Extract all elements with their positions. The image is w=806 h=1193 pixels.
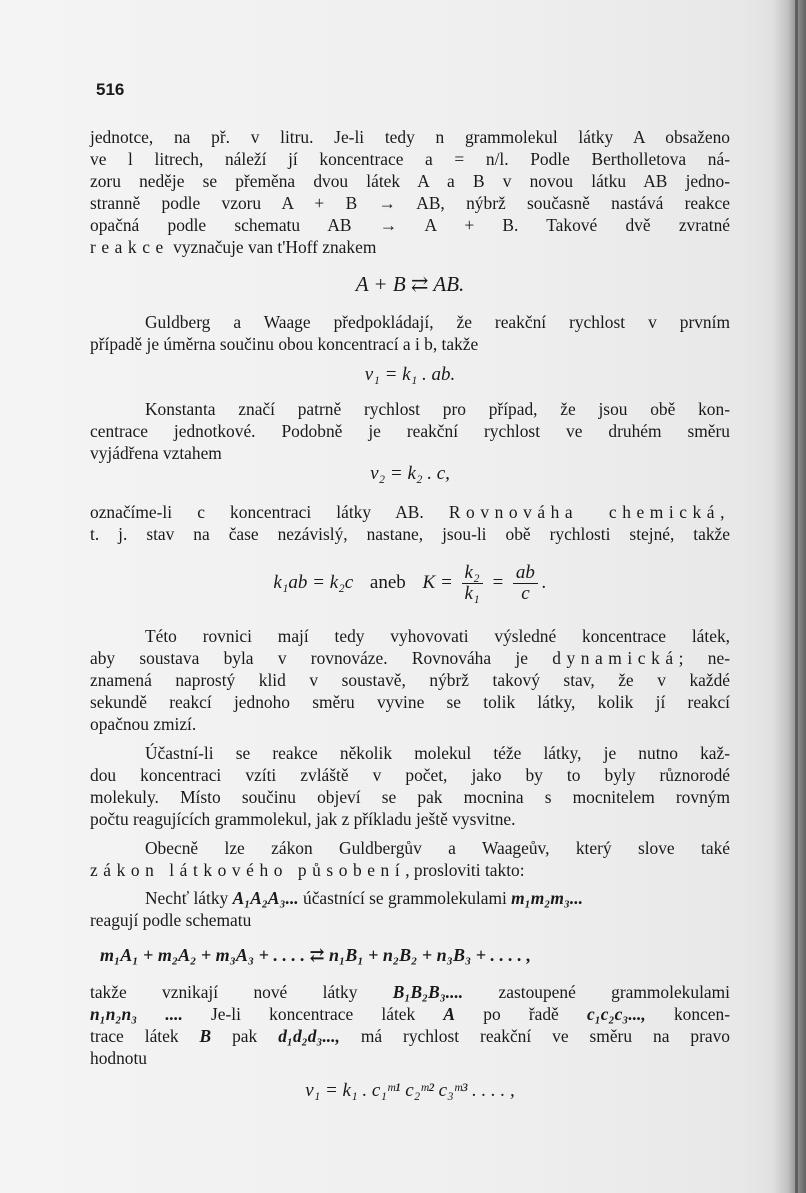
text-line — [90, 502, 730, 522]
text-line: Účastní-li se reakce několik molekul téže látky, je nutno kaž- — [145, 743, 730, 763]
text-line: reagují podle schematu — [90, 910, 252, 930]
text-line: případě je úměrna součinu obou koncentrací a i b, takže — [90, 334, 479, 354]
text-line: sekundě reakcí jednoho směru vyvine se tolik látky, kolik jí reakcí — [90, 692, 730, 712]
text-line: zákon látkového působení, prosloviti takto: — [90, 860, 525, 880]
spaced-term: Rovnováha chemická, — [448, 502, 730, 522]
eq-k: K = — [422, 571, 453, 593]
text-line: opačnou zmizí. — [90, 714, 197, 734]
spaced-term: reakce — [90, 237, 169, 257]
text-line: trace látek B pak d₁d₂d₃..., má rychlost reakční ve směru na pravo — [90, 1026, 730, 1046]
text-line: počtu reagujících grammolekul, jak z příkladu ještě vysvitne. — [90, 809, 516, 829]
text-line: Nechť látky A₁A₂A₃... účastnící se grammolekulami m₁m₂m₃... — [145, 888, 583, 908]
text-line: znamená naprostý klid v soustavě, nýbrž takový stav, že v každé — [90, 670, 730, 690]
text-line: Této rovnici mají tedy vyhovovati výsledné koncentrace látek, — [145, 626, 730, 646]
fraction-ab: $\frac{ab}{c}$ — [513, 563, 538, 604]
text-line: n₁n₂n₃ .... Je-li koncentrace látek A po řadě c₁c₂c₃..., koncen- — [90, 1004, 730, 1024]
equation-general-rate: v₁ = k₁ . c₁ᵐ¹ c₂ᵐ² c₃ᵐ³ . . . . , — [305, 1080, 515, 1101]
equation-general-reaction: m₁A₁ + m₂A₂ + m₃A₃ + . . . . ⇄ n₁B₁ + n₂B₂ + n₃B₃ + . . . . , — [100, 945, 531, 965]
equation-equilibrium: A + B ⇄ AB. — [355, 272, 465, 296]
text-fragment: označíme-li c koncentraci látky AB. — [90, 502, 424, 522]
page-edge-line — [795, 0, 798, 1193]
text-line: jednotce, na př. v litru. Je-li tedy n grammolekul látky A obsaženo — [90, 127, 730, 147]
equation-equilibrium-constant: k₁ab = k₂c aneb K = $\frac{\text{k₂}}{\text{k₁}}$ = $\frac{ab}{c}$ . — [273, 562, 547, 604]
text-line: zoru neděje se přeměna dvou látek A a B v novou látku AB jedno- — [90, 171, 730, 191]
text-line: dou koncentraci vzíti zvláště v počet, jako by to byly různorodé — [90, 765, 730, 785]
equation-rate-2: v₂ = k₂ . c, — [370, 463, 450, 484]
text-line: takže vznikají nové látky B₁B₂B₃.... zastoupené grammolekulami — [90, 982, 730, 1002]
page-edge-shadow — [772, 0, 806, 1193]
text-line: Konstanta značí patrně rychlost pro případ, že jsou obě kon- — [145, 399, 730, 419]
text-line: ve l litrech, náleží jí koncentrace a = n/l. Podle Bertholletova ná- — [90, 149, 730, 169]
spaced-term: zákon látkového působení — [90, 860, 406, 880]
text-line: Guldberg a Waage předpokládají, že reakční rychlost v prvním — [145, 312, 730, 332]
text-line: stranně podle vzoru A + B → AB, nýbrž současně nastává reakce — [90, 193, 730, 213]
eq-word: aneb — [369, 571, 406, 593]
fraction-k: $\frac{\text{k₂}}{\text{k₁}}$ — [462, 563, 483, 604]
eq-left: k₁ab = k₂c — [273, 571, 354, 593]
text-line: Obecně lze zákon Guldbergův a Waageův, který slove také — [145, 838, 730, 858]
eq-sign: = — [491, 571, 505, 593]
page-number: 516 — [96, 80, 125, 99]
text-line: centrace jednotkové. Podobně je reakční rychlost ve druhém směru — [90, 421, 730, 441]
text-line: aby soustava byla v rovnováze. Rovnováha je dynamická; ne- — [90, 648, 730, 668]
text-line: hodnotu — [90, 1048, 148, 1068]
text-line: molekuly. Místo součinu objeví se pak mocnina s mocnitelem rovným — [90, 787, 730, 807]
text-line: t. j. stav na čase nezávislý, nastane, jsou-li obě rychlosti stejné, takže — [90, 524, 730, 544]
text-line — [90, 237, 730, 257]
text-fragment: vyznačuje van t'Hoff znakem — [173, 237, 377, 257]
equation-rate-1: v₁ = k₁ . ab. — [364, 364, 456, 385]
text-line: vyjádřena vztahem — [90, 443, 222, 463]
spaced-term: dynamická — [552, 648, 679, 668]
text-line: opačná podle schematu AB → A + B. Takové dvě zvratné — [90, 215, 730, 235]
